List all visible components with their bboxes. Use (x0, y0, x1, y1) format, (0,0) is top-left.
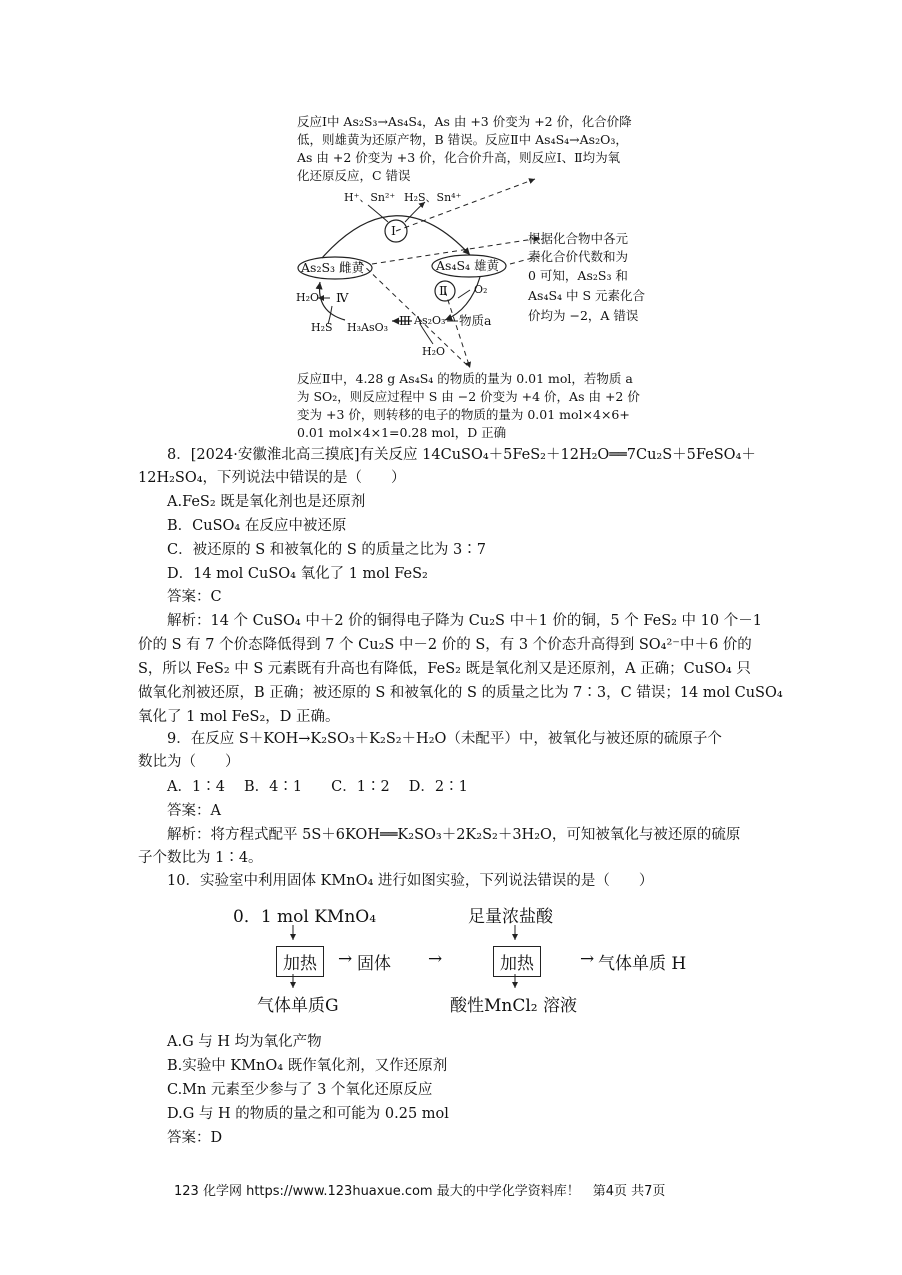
q8-explanation-2: 价的 S 有 7 个价态降低得到 7 个 Cu₂S 中－2 价的 S，有 3 个价态升高得到 SO₄²⁻中＋6 价的 (138, 637, 752, 653)
q8-option-d: D．14 mol CuSO₄ 氧化了 1 mol FeS₂ (167, 566, 428, 582)
q8-stem-line-1: 8．[2024·安徽淮北高三摸底]有关反应 14CuSO₄＋5FeS₂＋12H₂O══7Cu₂S＋5FeSO₄＋ (167, 447, 756, 463)
q10-stem: 10．实验室中利用固体 KMnO₄ 进行如图实验，下列说法错误的是（ ） (167, 873, 654, 889)
flow-heat-1: 加热 (276, 946, 324, 977)
q8-option-c: C．被还原的 S 和被氧化的 S 的质量之比为 3∶7 (167, 542, 486, 558)
label-IV: Ⅳ (336, 290, 349, 305)
q8-explanation-1: 解析：14 个 CuSO₄ 中＋2 价的铜得电子降为 Cu₂S 中＋1 价的铜，5 个 FeS₂ 中 10 个－1 (167, 613, 762, 629)
q10-option-d: D.G 与 H 的物质的量之和可能为 0.25 mol (167, 1106, 449, 1122)
q8-explanation-5: 氧化了 1 mol FeS₂，D 正确。 (138, 709, 340, 725)
flow-arrow-2: → (428, 949, 443, 969)
as4s4-label: As₄S₄ 雄黄 (436, 258, 500, 273)
figure-note-right-5: 价均为 −2，A 错误 (528, 308, 639, 323)
q10-option-a: A.G 与 H 均为氧化产物 (167, 1034, 322, 1050)
figure-note-right-4: As₄S₄ 中 S 元素化合 (528, 288, 646, 303)
o2-label: O₂ (474, 283, 488, 296)
figure-note-top-3: As 由 +2 价变为 +3 价，化合价升高，则反应Ⅰ、Ⅱ均为氧 (297, 150, 621, 165)
h3aso3-label: H₃AsO₃ (347, 321, 389, 334)
figure-note-bottom-1: 反应Ⅱ中，4.28 g As₄S₄ 的物质的量为 0.01 mol，若物质 a (297, 371, 633, 386)
label-II: Ⅱ (439, 283, 448, 298)
q9-explanation-1: 解析：将方程式配平 5S＋6KOH══K₂SO₃＋2K₂S₂＋3H₂O，可知被氧化与被还原的硫原 (167, 827, 741, 843)
q10-answer: 答案：D (167, 1130, 223, 1146)
flow-gas-h: 气体单质 H (598, 954, 687, 974)
flow-gas-g: 气体单质G (257, 996, 339, 1016)
flow-solid: 固体 (357, 954, 391, 974)
figure-note-right-1: 根据化合物中各元 (528, 231, 629, 246)
figure-note-top-1: 反应Ⅰ中 As₂S₃→As₄S₄，As 由 +3 价变为 +2 价，化合价降 (297, 114, 632, 129)
q8-explanation-4: 做氧化剂被还原，B 正确；被还原的 S 和被氧化的 S 的质量之比为 7∶3，C 错误；14 mol CuSO₄ (138, 685, 783, 701)
flow-arrow-3: → (580, 949, 595, 969)
q8-option-a: A.FeS₂ 既是氧化剂也是还原剂 (167, 494, 366, 510)
h2o-left-label: H₂O (296, 291, 320, 304)
q9-options: A．1∶4 B．4∶1 C．1∶2 D．2∶1 (167, 779, 468, 795)
label-I: Ⅰ (391, 223, 396, 238)
page-footer: 123 化学网 https://www.123huaxue.com 最大的中学化学资料库！ 第4页 共7页 (174, 1184, 666, 1199)
q9-stem-line-1: 9．在反应 S＋KOH→K₂SO₃＋K₂S₂＋H₂O（未配平）中，被氧化与被还原的硫原子个 (167, 731, 722, 747)
flow-mncl2: 酸性MnCl₂ 溶液 (450, 996, 578, 1016)
reactant-I: H⁺、Sn²⁺ (344, 191, 396, 204)
label-III: Ⅲ (399, 313, 412, 328)
q8-answer: 答案：C (167, 589, 222, 605)
figure-note-bottom-3: 变为 +3 价，则转移的电子的物质的量为 0.01 mol×4×6+ (297, 407, 630, 422)
flow-kmno4: 0．1 mol KMnO₄ (233, 907, 377, 927)
figure-note-right-2: 素化合价代数和为 (528, 249, 629, 264)
q9-answer: 答案：A (167, 803, 221, 819)
q10-option-b: B.实验中 KMnO₄ 既作氧化剂，又作还原剂 (167, 1058, 448, 1074)
figure-note-bottom-4: 0.01 mol×4×1=0.28 mol，D 正确 (297, 425, 507, 440)
h2s-label: H₂S (311, 321, 333, 334)
q8-option-b: B．CuSO₄ 在反应中被还原 (167, 518, 347, 534)
figure-note-top-2: 低，则雄黄为还原产物，B 错误。反应Ⅱ中 As₄S₄→As₂O₃， (297, 132, 628, 147)
substance-a-label: 物质a (459, 313, 492, 328)
q8-explanation-3: S，所以 FeS₂ 中 S 元素既有升高也有降低，FeS₂ 既是氧化剂又是还原剂，A 正确；CuSO₄ 只 (138, 661, 751, 677)
flow-hcl: 足量浓盐酸 (468, 907, 553, 927)
q8-stem-line-2: 12H₂SO₄，下列说法中错误的是（ ） (138, 470, 406, 486)
as2o3-label: As₂O₃ (414, 314, 446, 327)
figure-note-bottom-2: 为 SO₂，则反应过程中 S 由 −2 价变为 +4 价，As 由 +2 价 (297, 389, 640, 404)
h2o-bottom-label: H₂O (422, 345, 446, 358)
as2s3-label: As₂S₃ 雌黄 (301, 260, 365, 275)
figure-note-top-4: 化还原反应，C 错误 (297, 168, 411, 183)
q9-stem-line-2: 数比为（ ） (138, 754, 240, 770)
figure-note-right-3: 0 可知，As₂S₃ 和 (528, 268, 628, 283)
q9-explanation-2: 子个数比为 1∶4。 (138, 850, 263, 866)
q10-option-c: C.Mn 元素至少参与了 3 个氧化还原反应 (167, 1082, 433, 1098)
flow-heat-2: 加热 (493, 946, 541, 977)
flow-arrow-1: → (338, 949, 353, 969)
product-I: H₂S、Sn⁴⁺ (404, 191, 462, 204)
